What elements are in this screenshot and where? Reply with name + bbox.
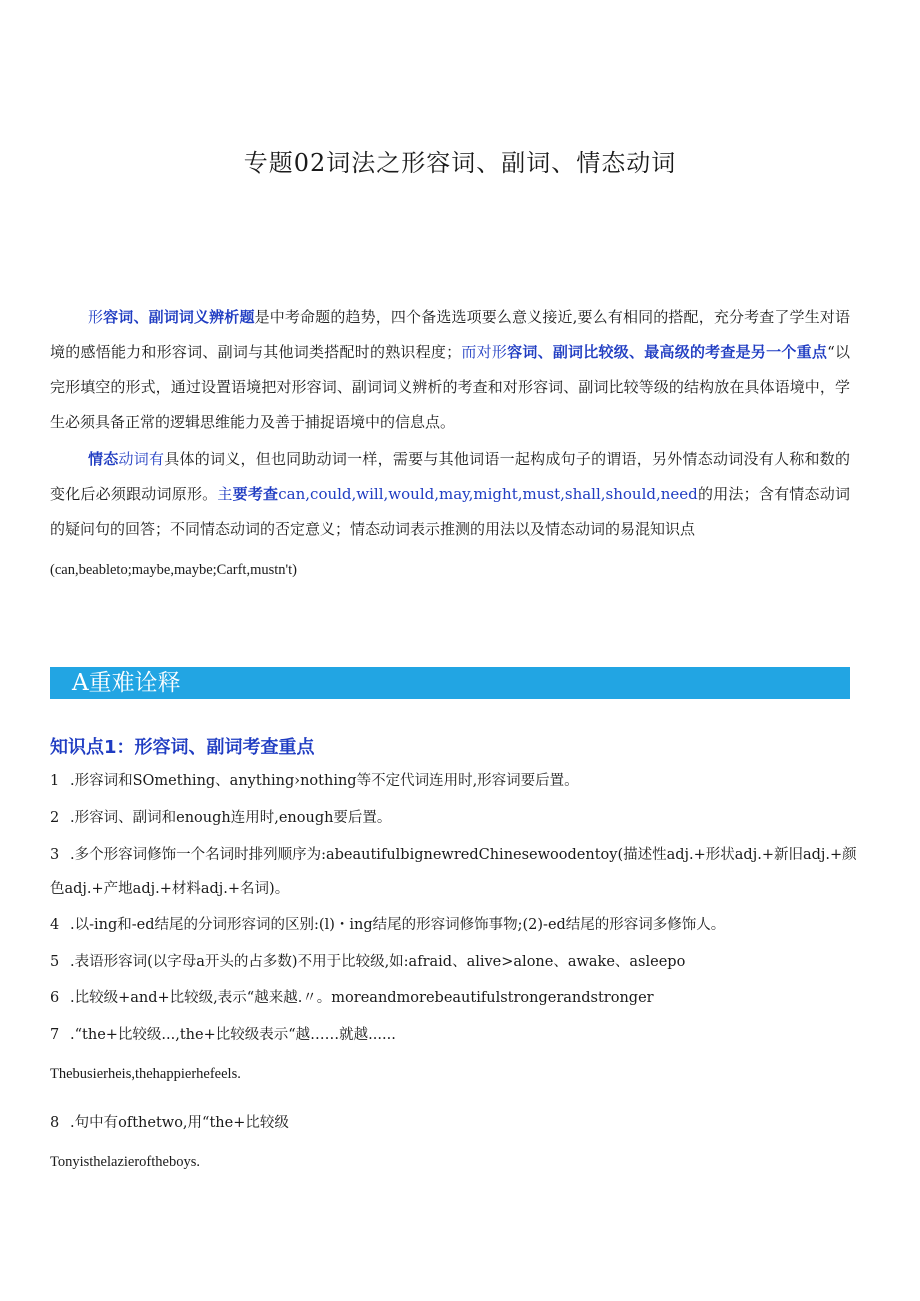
intro-modal-examples: (can,beableto;maybe,maybe;Carft,mustn't) [50,562,298,578]
list-item [50,1106,860,1140]
item-text: .多个形容词修饰一个名词时排列顺序为:abeautifulbignewredChinesewoodentoy(描述性adj.+形状adj.+新旧adj.+颜色adj.+产地adj.+材料adj.+名词)。 [50,847,857,897]
item-number: 1 [50,773,60,789]
knowledge-point-heading: 知识点1：形容词、副词考查重点 [50,737,315,758]
list-item [50,908,860,942]
list-item [50,981,860,1015]
intro2-part6: can,could,will,would,may,might,must,shall,should,need [278,485,698,503]
intro2-part1: 情态 [88,450,119,468]
intro1-part5: 容词、副词比较级、最高级的考查是另一个重点 [507,343,828,361]
item-text: .以-ing和-ed结尾的分词形容词的区别:(l)・ing结尾的形容词修饰事物;(2)-ed结尾的形容词多修饰人。 [70,917,726,933]
item-text: .形容词和SOmething、anything›nothing等不定代词连用时,形容词要后置。 [70,773,579,789]
intro2-part5: 要考查 [232,485,279,503]
list-item [50,945,860,979]
example-sentence: Tonyisthelazieroftheboys. [50,1154,200,1170]
intro1-part1: 形 [88,308,104,326]
item-number: 2 [50,810,60,826]
item-text: .形容词、副词和enough连用时,enough要后置。 [70,810,392,826]
list-item [50,801,860,835]
example-sentence: Thebusierheis,thehappierhefeels. [50,1066,241,1082]
list-item [50,1018,860,1052]
item-text: .句中有ofthetwo,用“the+比较级 [70,1115,289,1131]
intro1-part6: “以完形填空的形式，通过设置语境把对形容词、副词词义辨析的考查和对形容词、副词比较等级的结构放在具体语境中，学生必须具备正常的逻辑思维能力及善于捕捉语境中的信息点。 [50,343,850,431]
intro-paragraph-adjectives [50,300,850,440]
item-number: 3 [50,847,60,863]
intro1-part2: 容词、副词词义辨析题 [103,308,255,326]
intro1-part3: 是中考命题的趋势，四个备选选项要么意义接近,要么有相同的搭配，充分考查了学生对语境的感悟能力和形容词、副词与其他词类搭配时的熟识程度； [50,308,850,361]
list-item [50,764,860,798]
list-item [50,838,860,906]
intro2-part3: 具体的词义，但也同助动词一样，需要与其他词语一起构成句子的谓语，另外情态动词没有人称和数的变化后必须跟动词原形。 [50,450,850,503]
item-number: 6 [50,990,60,1006]
intro1-part4: 而对形 [461,343,508,361]
item-number: 7 [50,1027,60,1043]
item-text: .比较级+and+比较级,表示“越来越.〃。moreandmorebeautifulstrongerandstronger [70,990,654,1006]
intro-paragraph-modal-verbs [50,442,850,547]
item-text: .“the+比较级...,the+比较级表示“越……就越...... [70,1027,396,1043]
intro2-part4: 主 [217,485,233,503]
item-number: 8 [50,1115,60,1131]
section-banner: A重难诠释 [50,667,850,699]
intro2-part7: 的用法；含有情态动词的疑问句的回答；不同情态动词的否定意义；情态动词表示推测的用法以及情态动词的易混知识点 [50,485,850,538]
item-text: .表语形容词(以字母a开头的占多数)不用于比较级,如:afraid、alive>alone、awake、asleepo [70,954,686,970]
page-title: 专题02词法之形容词、副词、情态动词 [243,149,677,177]
intro2-part2: 动词有 [118,450,165,468]
item-number: 4 [50,917,60,933]
item-number: 5 [50,954,60,970]
